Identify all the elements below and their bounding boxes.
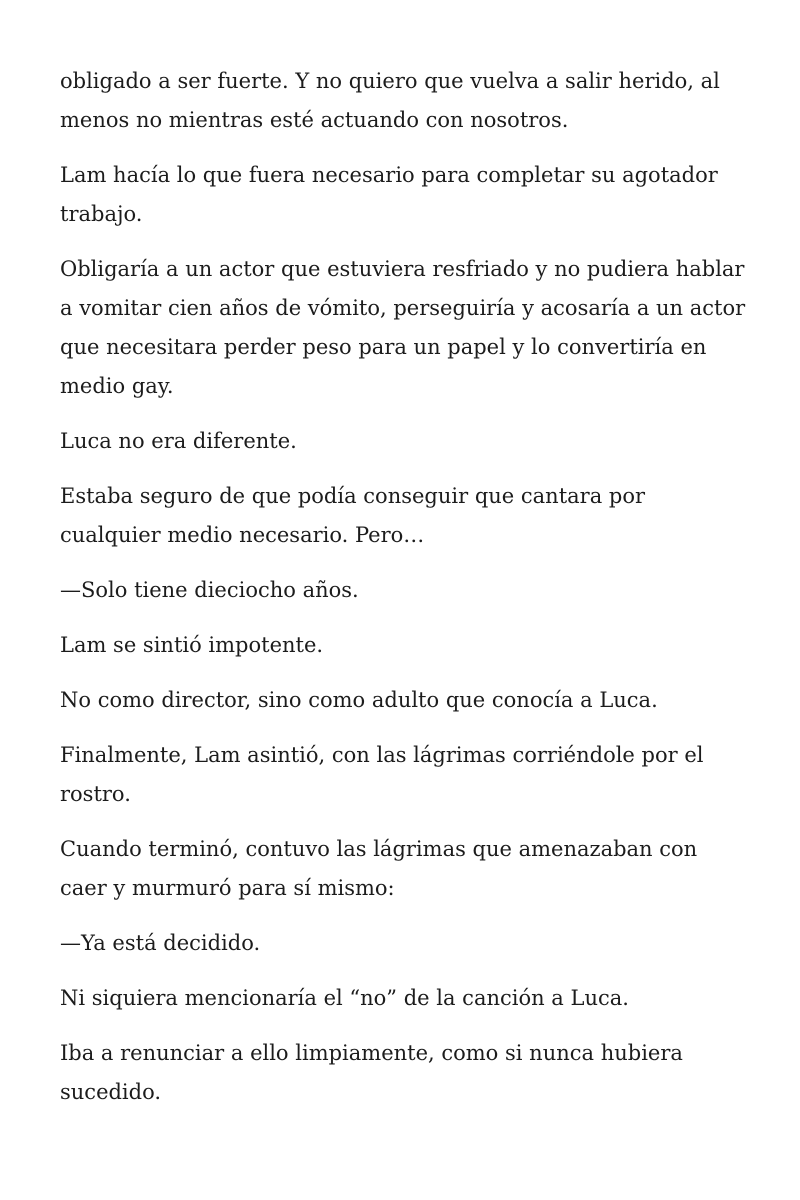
paragraph: Finalmente, Lam asintió, con las lágrimas corriéndole por el rostro. bbox=[60, 743, 704, 806]
paragraph: obligado a ser fuerte. Y no quiero que vuelva a salir herido, al menos no mientras esté actuando con nosotros. bbox=[60, 69, 720, 132]
paragraph: Cuando terminó, contuvo las lágrimas que amenazaban con caer y murmuró para sí mismo: bbox=[60, 837, 698, 900]
paragraph: —Solo tiene dieciocho años. bbox=[60, 578, 359, 602]
paragraph: Iba a renunciar a ello limpiamente, como si nunca hubiera sucedido. bbox=[60, 1041, 683, 1104]
paragraph: Lam hacía lo que fuera necesario para completar su agotador trabajo. bbox=[60, 163, 718, 226]
paragraph: —Ya está decidido. bbox=[60, 931, 261, 955]
paragraph: Obligaría a un actor que estuviera resfriado y no pudiera hablar a vomitar cien años de vómito, perseguiría y acosaría a un actor que necesitara perder peso para un papel y lo convertiría en medio gay. bbox=[60, 257, 746, 398]
document-body bbox=[60, 62, 750, 1128]
paragraph: No como director, sino como adulto que conocía a Luca. bbox=[60, 688, 658, 712]
paragraph: Estaba seguro de que podía conseguir que cantara por cualquier medio necesario. Pero… bbox=[60, 484, 646, 547]
paragraph: Luca no era diferente. bbox=[60, 429, 297, 453]
paragraph: Ni siquiera mencionaría el “no” de la canción a Luca. bbox=[60, 986, 629, 1010]
paragraph: Lam se sintió impotente. bbox=[60, 633, 324, 657]
